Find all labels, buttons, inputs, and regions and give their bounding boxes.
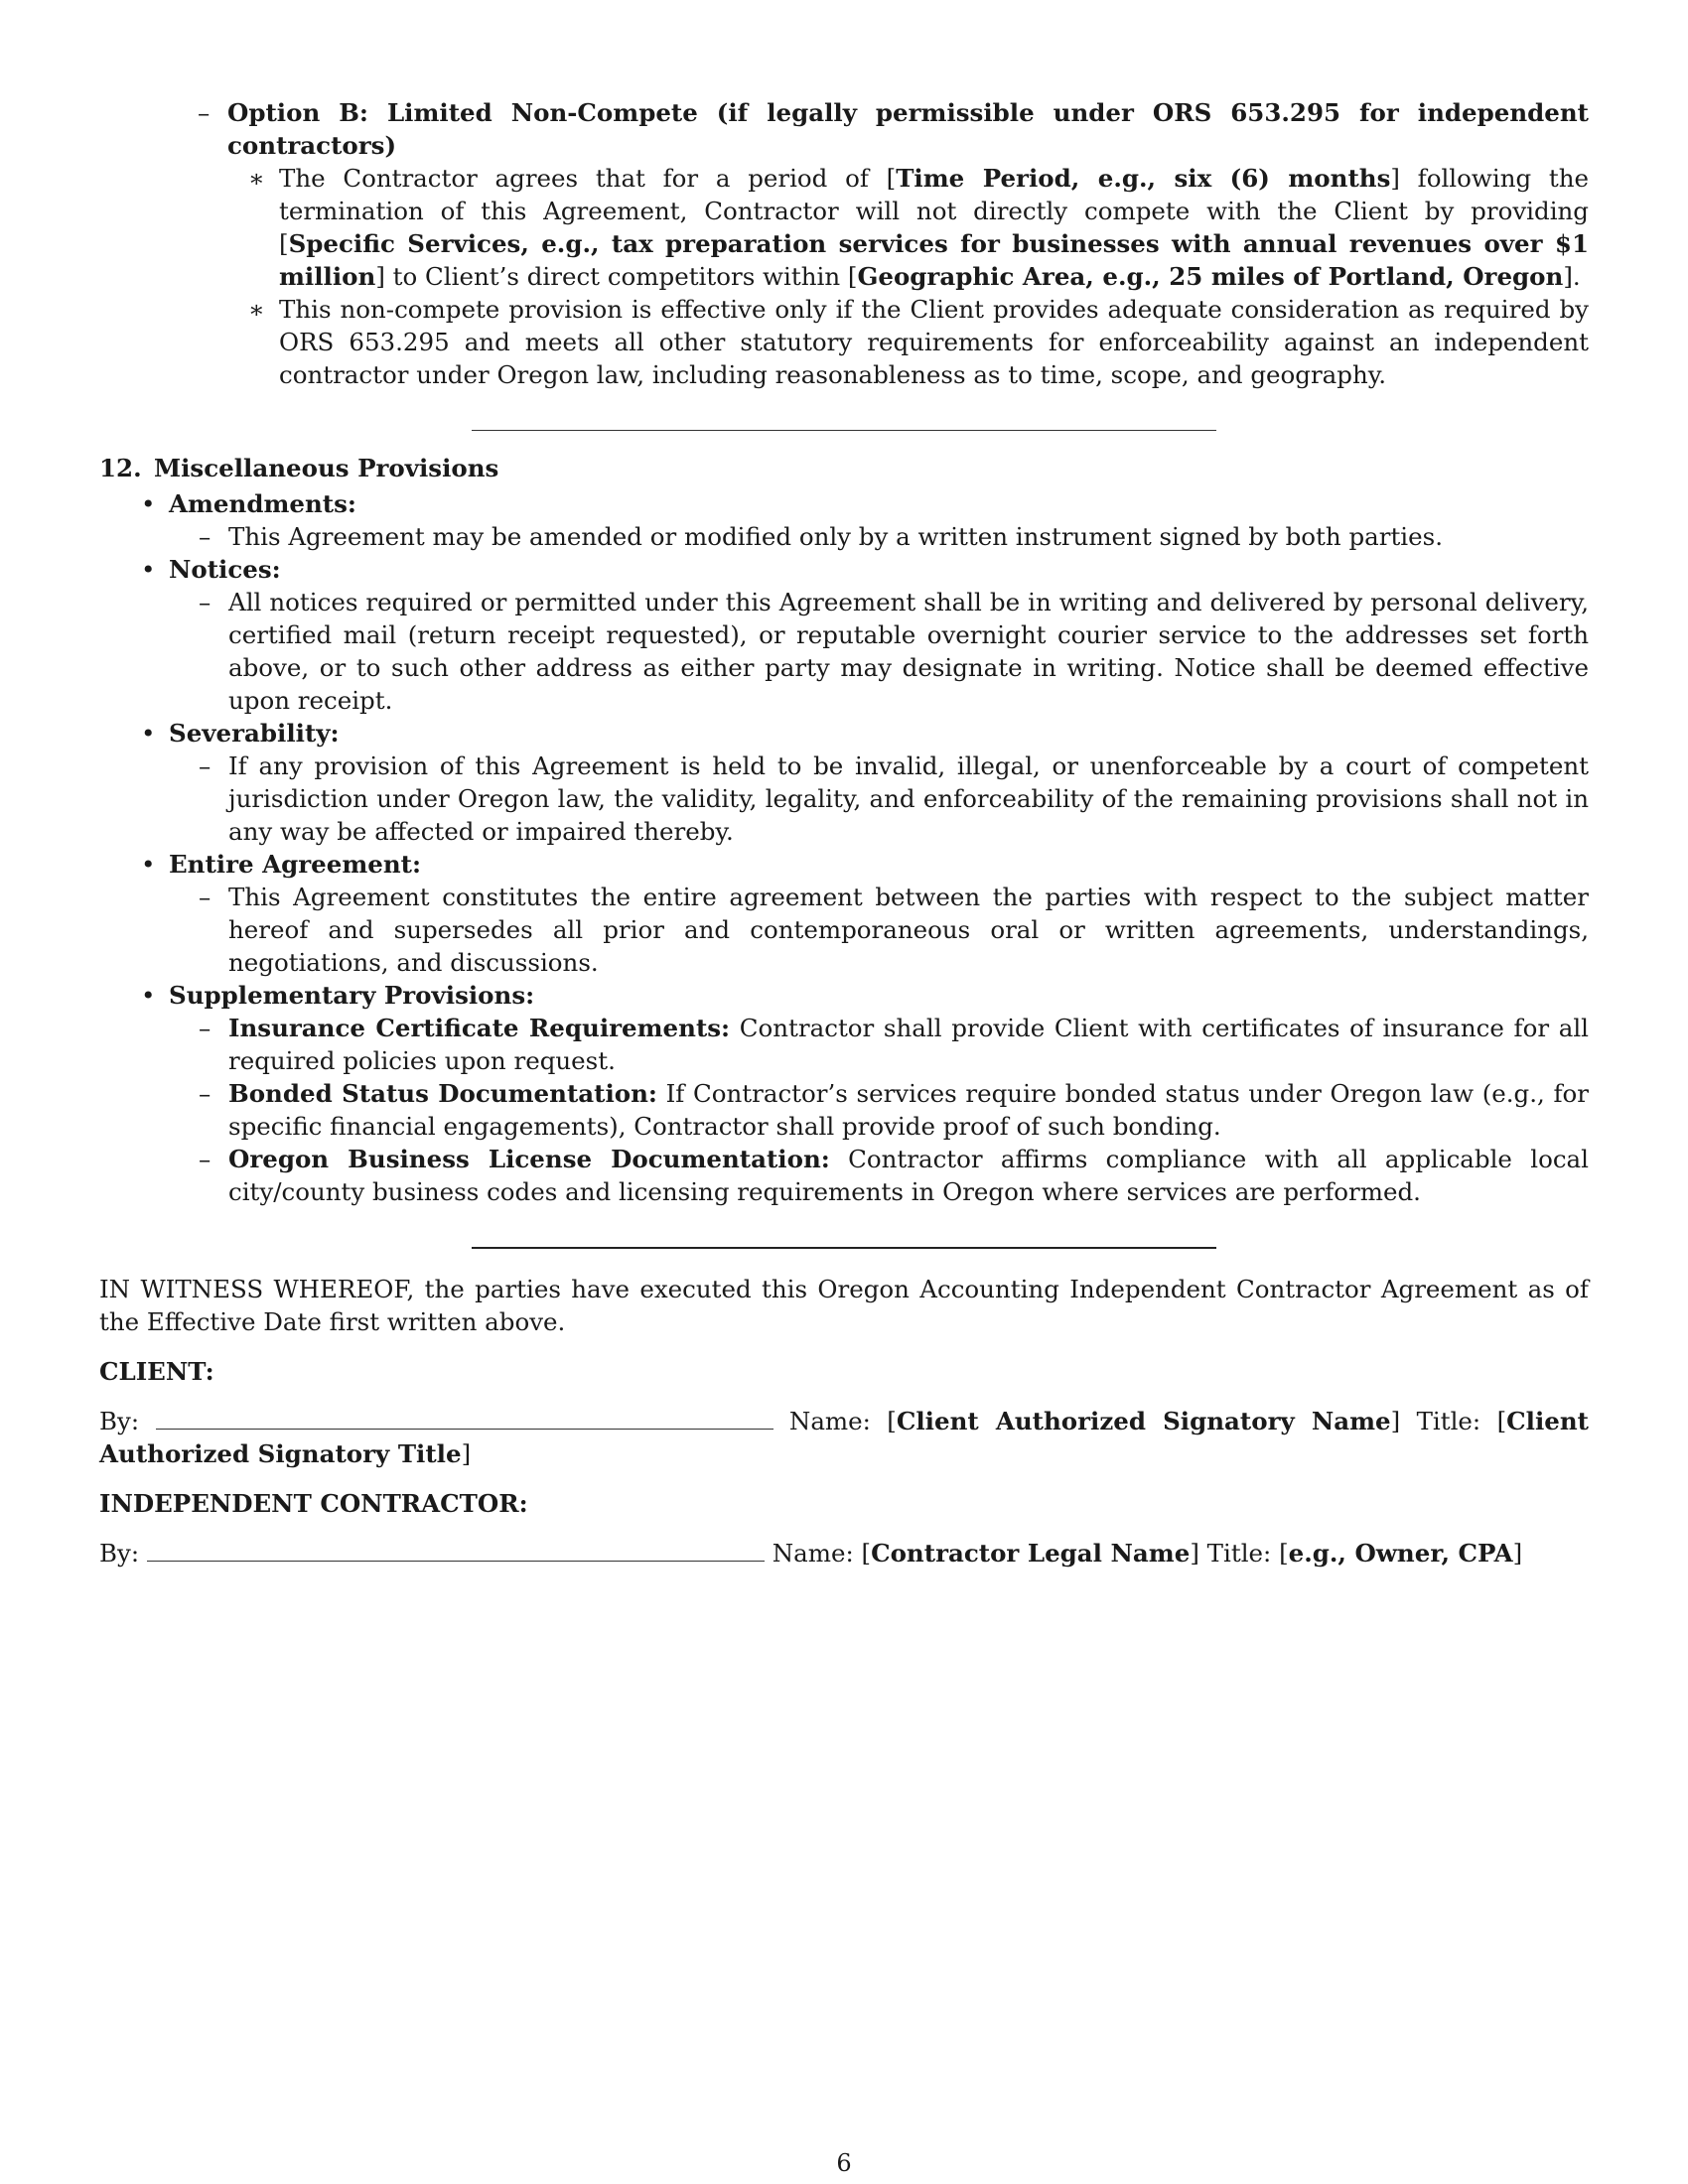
page-number: 6 bbox=[836, 2149, 852, 2177]
severability-text: – If any provision of this Agreement is held to be invalid, illegal, or unenforceable by a court of competent jurisdiction under Oregon law, the validity, legality, and enforceability of the remaining provisions shall not in any way be affected or impaired thereby. bbox=[199, 751, 1589, 846]
bullet-marker: • bbox=[141, 981, 156, 1010]
section-divider bbox=[472, 430, 1216, 431]
dash-marker: – bbox=[199, 883, 211, 911]
client-signature-line: By: Name: [Client Authorized Signatory Name] Title: [Client Authorized Signatory Title] bbox=[99, 1407, 1589, 1468]
insurance-text: – Insurance Certificate Requirements: Contractor shall provide Client with certificates of insurance for all required policies upon request. bbox=[199, 1014, 1589, 1075]
dash-marker: – bbox=[199, 1145, 211, 1173]
option-b-item-1: ∗ The Contractor agrees that for a period of [Time Period, e.g., six (6) months] following the termination of this Agreement, Contractor will not directly compete with the Client by providing [Specific Services, e.g., tax preparation services for businesses with annual revenues over $1 million] to Client’s direct competitors within [Geographic Area, e.g., 25 miles of Portland, Oregon]. bbox=[248, 164, 1590, 291]
dash-marker: – bbox=[199, 522, 211, 551]
dash-marker: – bbox=[199, 1014, 211, 1042]
bullet-marker: • bbox=[141, 719, 156, 748]
client-signature-blank bbox=[156, 1405, 774, 1430]
asterisk-marker: ∗ bbox=[248, 295, 265, 324]
entire-agreement-item: • Entire Agreement: bbox=[141, 850, 422, 879]
bonded-text: – Bonded Status Documentation: If Contractor’s services require bonded status under Oregon law (e.g., for specific financial engagements), Contractor shall provide proof of such bonding. bbox=[199, 1079, 1589, 1141]
supplementary-item: • Supplementary Provisions: bbox=[141, 981, 535, 1010]
client-heading: CLIENT: bbox=[99, 1357, 214, 1386]
contractor-signature-blank bbox=[147, 1537, 765, 1562]
document-page bbox=[99, 96, 1589, 1570]
severability-item: • Severability: bbox=[141, 719, 340, 748]
amendments-text: – This Agreement may be amended or modified only by a written instrument signed by both parties. bbox=[199, 522, 1444, 551]
option-b-item-2: ∗ This non-compete provision is effective only if the Client provides adequate consideration as required by ORS 653.295 and meets all other statutory requirements for enforceability against an independent contractor under Oregon law, including reasonableness as to time, scope, and geography. bbox=[248, 295, 1589, 389]
amendments-item: • Amendments: bbox=[141, 489, 356, 518]
section-12-heading: 12. Miscellaneous Provisions bbox=[99, 454, 499, 482]
witness-paragraph: IN WITNESS WHEREOF, the parties have executed this Oregon Accounting Independent Contractor Agreement as of the Effective Date first written above. bbox=[99, 1275, 1589, 1336]
entire-agreement-text: – This Agreement constitutes the entire agreement between the parties with respect to the subject matter hereof and supersedes all prior and contemporaneous oral or written agreements, understandings, negotiations, and discussions. bbox=[199, 883, 1589, 977]
bullet-marker: • bbox=[141, 850, 156, 879]
contractor-signature-line: By: Name: [Contractor Legal Name] Title: [e.g., Owner, CPA] bbox=[99, 1539, 1523, 1568]
bullet-marker: • bbox=[141, 489, 156, 518]
dash-marker: – bbox=[199, 1079, 211, 1108]
asterisk-marker: ∗ bbox=[248, 164, 265, 193]
bullet-marker: • bbox=[141, 555, 156, 584]
section-divider bbox=[472, 1247, 1216, 1249]
notices-item: • Notices: bbox=[141, 555, 281, 584]
dash-marker: – bbox=[199, 751, 211, 780]
option-b-heading: – Option B: Limited Non-Compete (if legally permissible under ORS 653.295 for independent contractors) bbox=[198, 98, 1589, 160]
dash-marker: – bbox=[198, 98, 211, 127]
license-text: – Oregon Business License Documentation: Contractor affirms compliance with all applicable local city/county business codes and licensing requirements in Oregon where services are performed. bbox=[199, 1145, 1589, 1206]
notices-text: – All notices required or permitted under this Agreement shall be in writing and delivered by personal delivery, certified mail (return receipt requested), or reputable overnight courier service to the addresses set forth above, or to such other address as either party may designate in writing. Notice shall be deemed effective upon receipt. bbox=[199, 588, 1589, 715]
contractor-heading: INDEPENDENT CONTRACTOR: bbox=[99, 1489, 528, 1518]
dash-marker: – bbox=[199, 588, 211, 616]
